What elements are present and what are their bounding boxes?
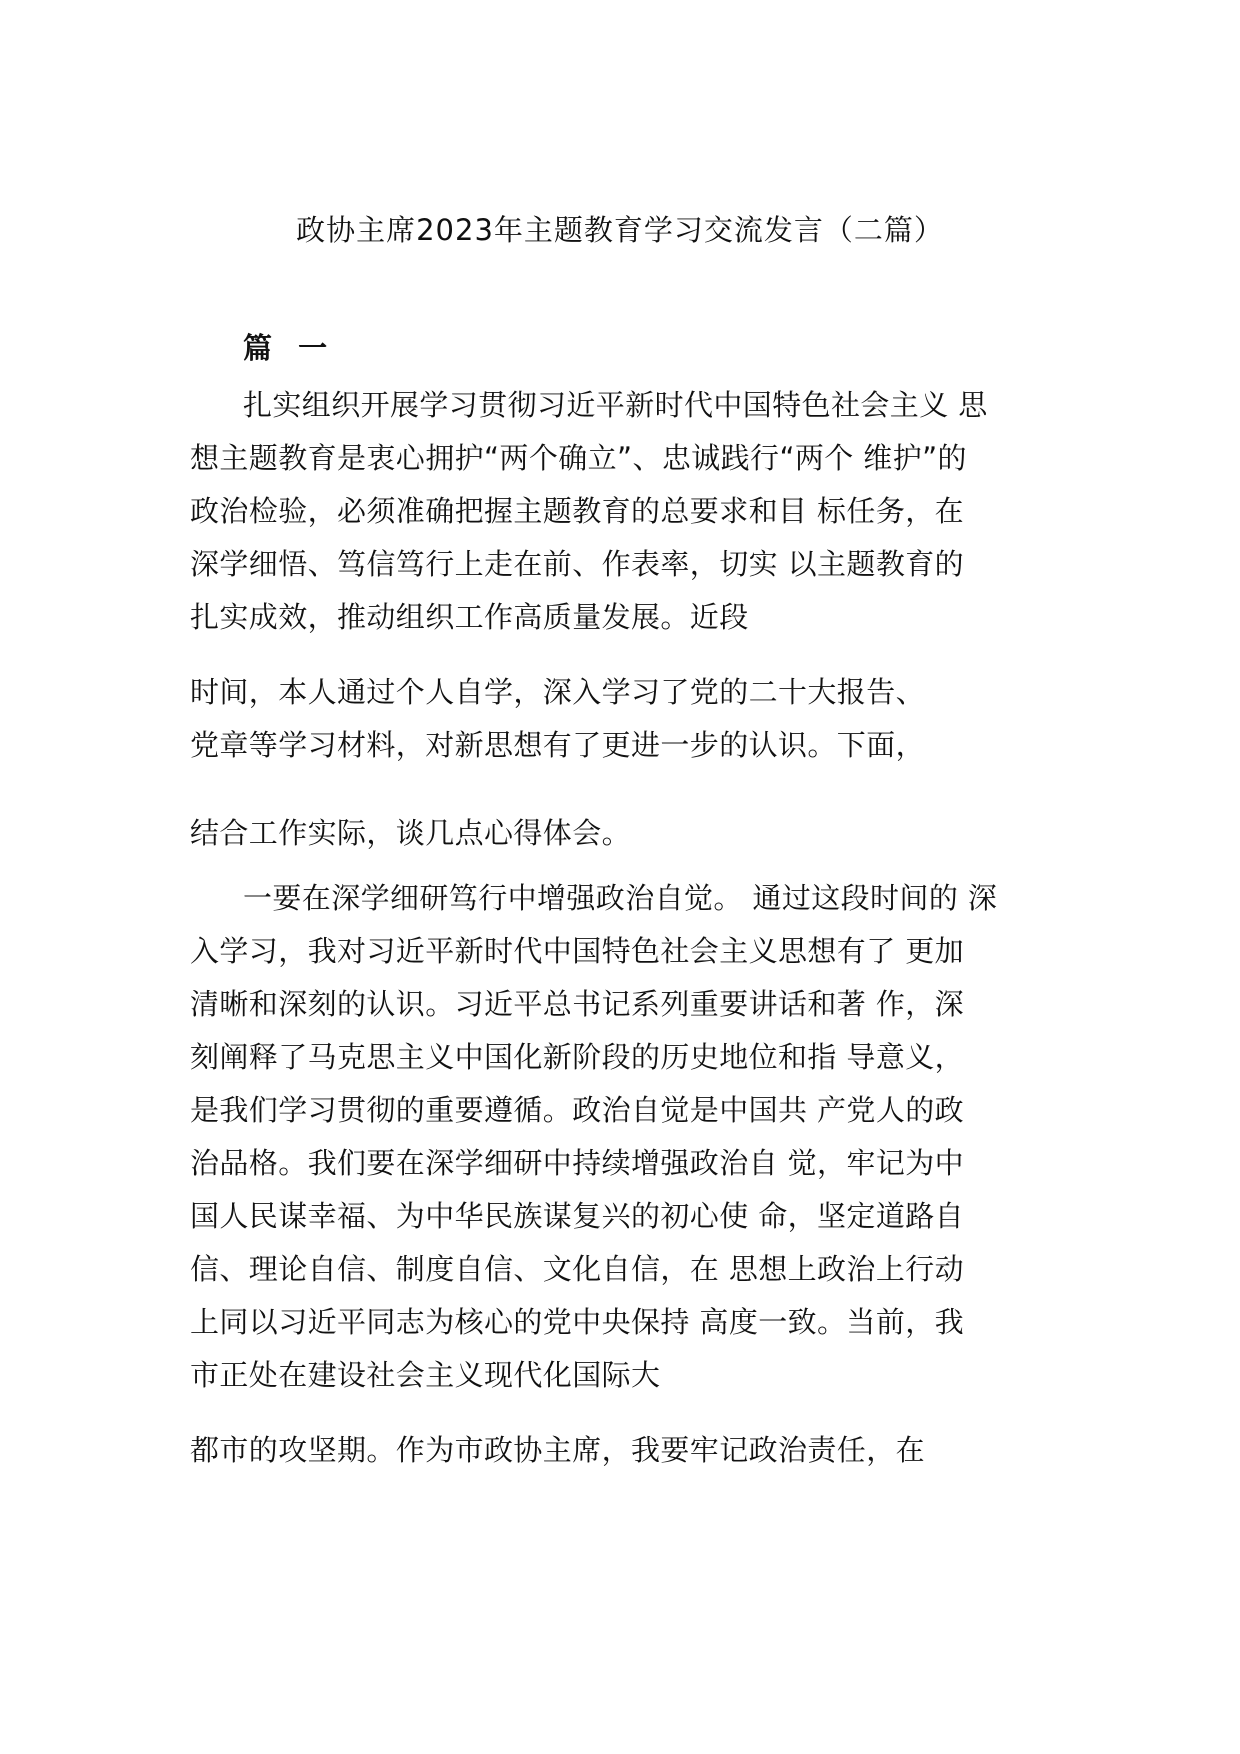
- body-line: 治品格。我们要在深学细研中持续增强政治自 觉，牢记为中: [190, 1146, 965, 1180]
- body-line: 深学细悟、笃信笃行上走在前、作表率，切实 以主题教育的: [190, 547, 965, 581]
- body-line: 都市的攻坚期。作为市政协主席，我要牢记政治责任，在: [190, 1433, 926, 1467]
- body-line: 结合工作实际，谈几点心得体会。: [190, 816, 632, 850]
- section-heading: 篇 一: [243, 331, 336, 365]
- body-line: 一要在深学细研笃行中增强政治自觉。 通过这段时间的 深: [243, 881, 998, 915]
- body-line: 想主题教育是衷心拥护“两个确立”、忠诚践行“两个 维护”的: [190, 441, 967, 475]
- body-line: 政治检验，必须准确把握主题教育的总要求和目 标任务，在: [190, 494, 965, 528]
- body-line: 上同以习近平同志为核心的党中央保持 高度一致。当前，我: [190, 1305, 965, 1339]
- body-line: 是我们学习贯彻的重要遵循。政治自觉是中国共 产党人的政: [190, 1093, 965, 1127]
- body-line: 时间，本人通过个人自学，深入学习了党的二十大报告、: [190, 675, 926, 709]
- body-line: 党章等学习材料，对新思想有了更进一步的认识。下面，: [190, 728, 926, 762]
- body-line: 信、理论自信、制度自信、文化自信，在 思想上政治上行动: [190, 1252, 965, 1286]
- document-title: 政协主席2023年主题教育学习交流发言（二篇）: [296, 213, 944, 247]
- body-line: 扎实组织开展学习贯彻习近平新时代中国特色社会主义 思: [243, 388, 988, 422]
- body-line: 刻阐释了马克思主义中国化新阶段的历史地位和指 导意义，: [190, 1040, 965, 1074]
- body-line: 扎实成效，推动组织工作高质量发展。近段: [190, 600, 749, 634]
- body-line: 入学习，我对习近平新时代中国特色社会主义思想有了 更加: [190, 934, 965, 968]
- body-line: 清晰和深刻的认识。习近平总书记系列重要讲话和著 作，深: [190, 987, 965, 1021]
- body-line: 市正处在建设社会主义现代化国际大: [190, 1358, 661, 1392]
- body-line: 国人民谋幸福、为中华民族谋复兴的初心使 命，坚定道路自: [190, 1199, 965, 1233]
